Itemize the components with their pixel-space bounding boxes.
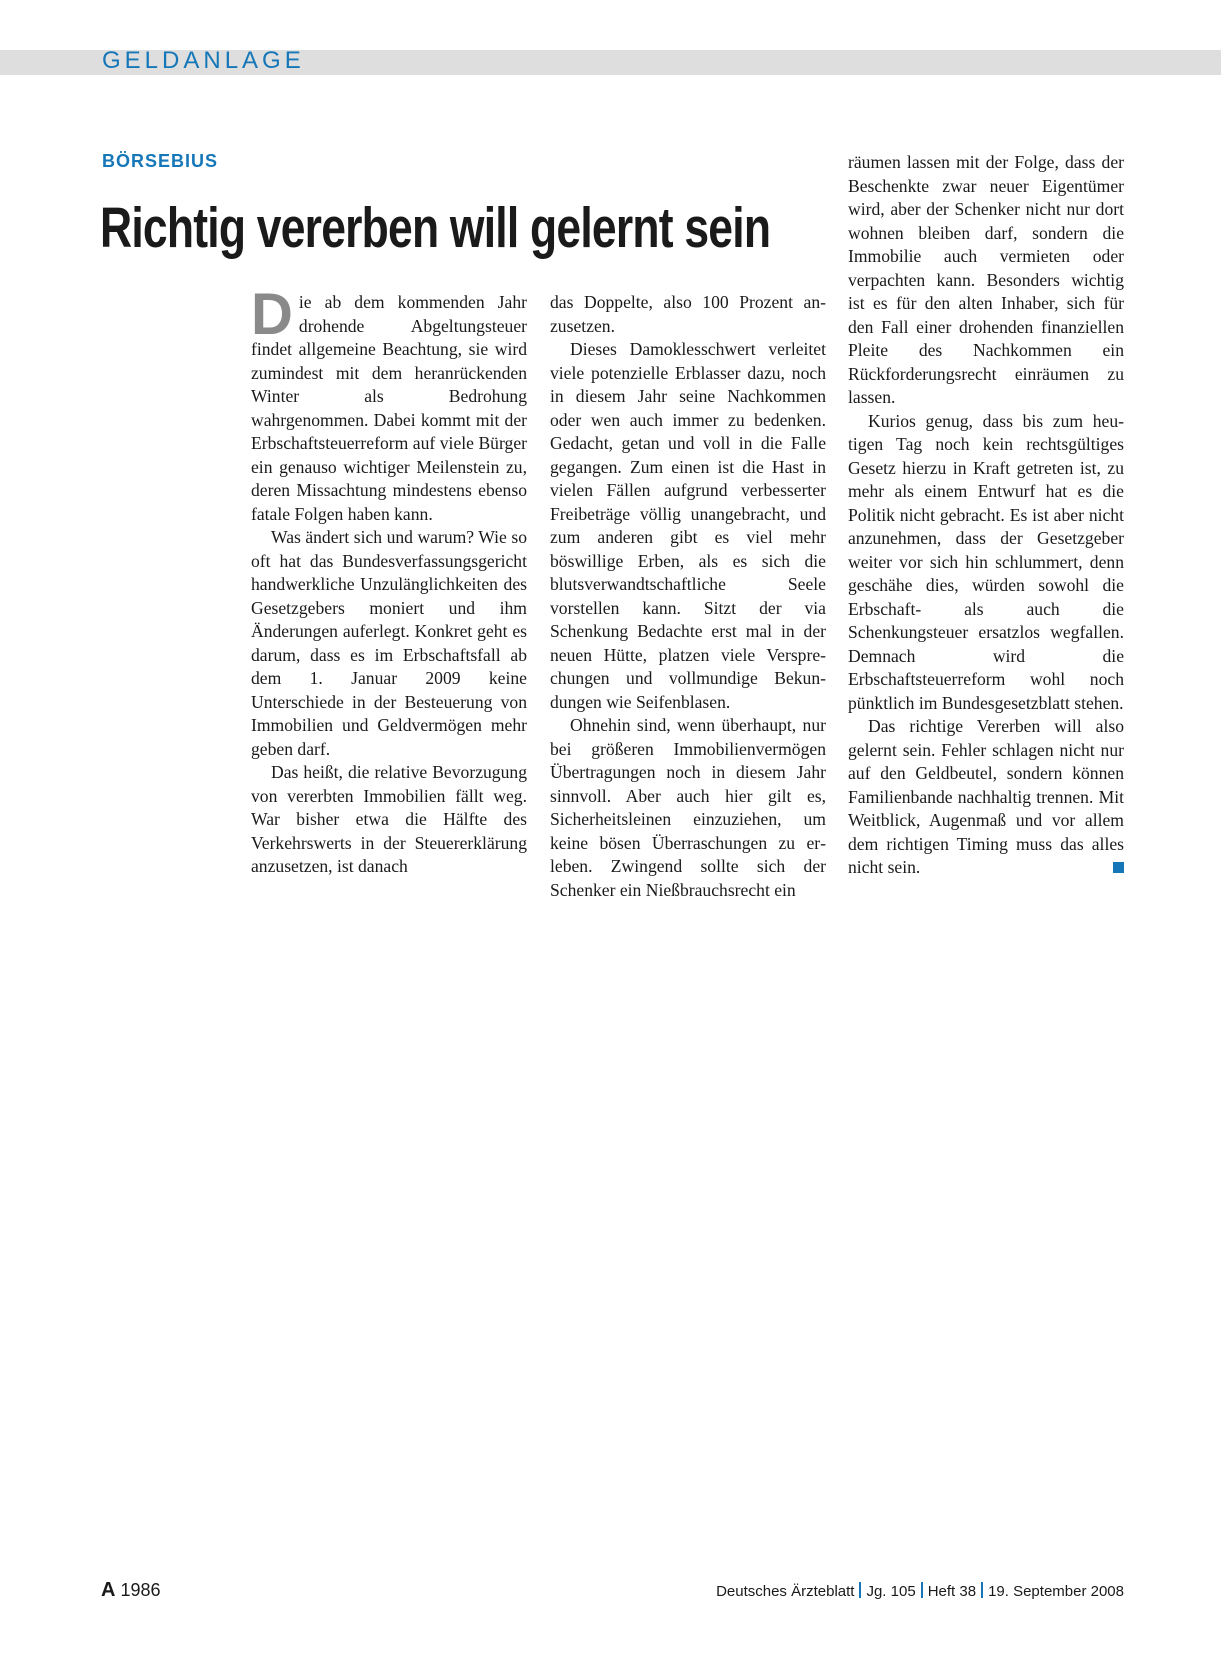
journal-date: 19. September 2008 <box>988 1583 1124 1600</box>
page-prefix: A <box>101 1579 116 1601</box>
page-number <box>101 1579 161 1602</box>
journal-info <box>716 1582 1124 1600</box>
end-mark-icon <box>1113 862 1124 873</box>
page-number-value: 1986 <box>120 1580 161 1600</box>
journal-volume: Jg. 105 <box>866 1583 916 1600</box>
paragraph-5: Ohnehin sind, wenn überhaupt, nur bei größeren Immobilienvermögen Übertragungen noch in diesem Jahr sinnvoll. Aber auch hier gilt es, Sicherheitsleinen einzuziehen, um keine bösen Überraschungen zu erleben. Zwingend sollte sich der Schenker ein Nießbrauchsrecht ein <box>550 715 826 900</box>
kicker: BÖRSEBIUS <box>102 151 219 171</box>
separator <box>921 1582 923 1598</box>
paragraph-3: Das heißt, die relative Bevorzugung von vererbten Immobilien fällt weg. War bisher etwa die Hälfte des Verkehrswerts in der Steuererklärung anzusetzen, ist danach <box>251 762 527 876</box>
paragraph-4: Dieses Damoklesschwert verleitet viele potenzielle Erblasser dazu, noch in diesem Jahr seine Nachkommen oder wen auch immer zu bedenken. Gedacht, getan und voll in die Falle gegangen. Zum einen ist die Hast in vielen Fällen aufgrund verbesserter Freibeträge völlig unangebracht, und zum anderen gibt es viel mehr böswillige Erben, als es sich die blutsverwandtschaftliche Seele vorstellen kann. Sitzt der via Schenkung Bedachte erst mal in der neuen Hütte, platzen viele Versprechungen und vollmundige Bekundungen wie Seifenblasen. <box>550 339 826 712</box>
separator <box>859 1582 861 1598</box>
paragraph-5-continued: räumen lassen mit der Folge, dass der Beschenkte zwar neuer Eigentümer wird, aber der Schenker nicht nur dort wohnen bleiben darf, sondern die Immobilie auch vermieten oder verpachten kann. Besonders wichtig ist es für den alten Inhaber, sich für den Fall einer drohenden finanziellen Pleite des Nachkommen ein Rückforderungsrecht einräumen zu lassen. <box>848 152 1124 407</box>
paragraph-7: Das richtige Vererben will also gelernt sein. Fehler schlagen nicht nur auf den Geldbeutel, sondern können Familienbande nachhaltig trennen. Mit Weitblick, Augenmaß und vor allem dem richtigen Timing muss das alles nicht sein. <box>848 716 1124 877</box>
separator <box>981 1582 983 1598</box>
article-column-1 <box>251 282 527 879</box>
paragraph-3-continued: das Doppelte, also 100 Prozent anzusetzen. <box>550 292 826 336</box>
journal-name: Deutsches Ärzteblatt <box>716 1583 855 1600</box>
paragraph-6: Kurios genug, dass bis zum heutigen Tag noch kein rechtsgültiges Gesetz hierzu in Kraft getreten ist, zu mehr als einem Entwurf hat es die Politik nicht gebracht. Es ist aber nicht anzunehmen, dass der Gesetzgeber weiter vor sich hin schlummert, denn geschähe dies, würden sowohl die Erbschaft- als auch die Schenkungsteuer ersatzlos wegfallen. Demnach wird die Erbschaftsteuerreform wohl noch pünktlich im Bundesgesetzblatt stehen. <box>848 410 1124 713</box>
headline: Richtig vererben will gelernt sein <box>100 196 771 260</box>
paragraph-2: Was ändert sich und warum? Wie so oft hat das Bundesverfassungsgericht handwerkliche Unzulänglichkeiten des Gesetzgebers moniert und ihm Änderungen auferlegt. Konkret geht es darum, dass es im Erbschaftsfall ab dem 1. Januar 2009 keine Unterschiede in der Besteuerung von Immobilien und Geldvermögen mehr geben darf. <box>251 527 527 759</box>
article-column-3 <box>848 151 1124 880</box>
article-column-2 <box>550 291 826 902</box>
journal-issue: Heft 38 <box>927 1583 977 1600</box>
section-label: GELDANLAGE <box>102 47 305 74</box>
paragraph-1: Die ab dem kommenden Jahr drohende Abgeltungsteuer findet allgemeine Beachtung, sie wird zumindest mit dem heranrückenden Winter als Bedrohung wahrgenommen. Dabei kommt mit der Erbschaftsteuerreform auf viele Bürger ein genauso wichtiger Meilenstein zu, deren Missachtung mindestens ebenso fatale Folgen haben kann. <box>251 282 527 524</box>
drop-cap: D <box>251 282 293 347</box>
